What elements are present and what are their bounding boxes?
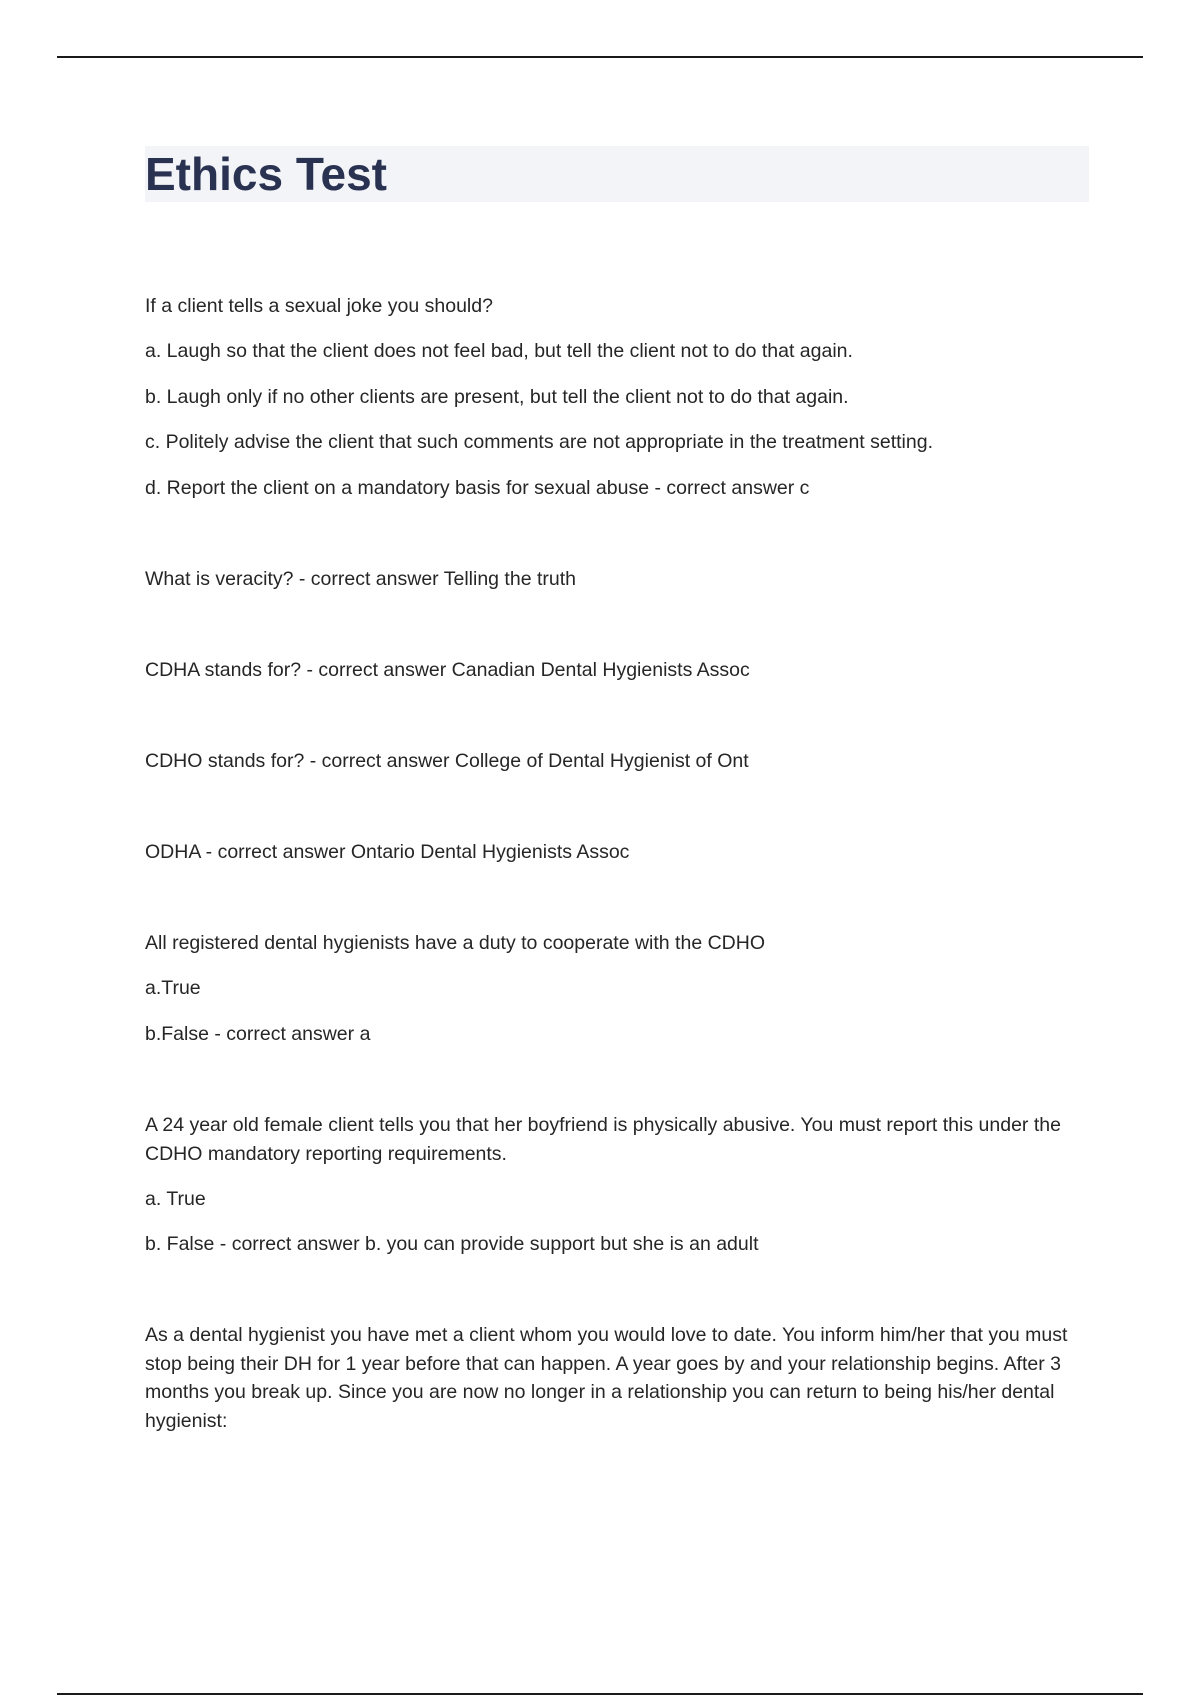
question-2: What is veracity? - correct answer Telling the truth	[145, 568, 576, 590]
question-7-option-a: a. True	[145, 1188, 206, 1210]
question-7-option-b: b. False - correct answer b. you can provide support but she is an adult	[145, 1233, 759, 1255]
question-6-option-b: b.False - correct answer a	[145, 1023, 371, 1045]
question-3: CDHA stands for? - correct answer Canadian Dental Hygienists Assoc	[145, 659, 750, 681]
question-1-option-d: d. Report the client on a mandatory basis for sexual abuse - correct answer c	[145, 477, 810, 499]
footer-rule	[57, 1693, 1143, 1695]
question-7: A 24 year old female client tells you that her boyfriend is physically abusive. You must report this under the CDHO mandatory reporting requirements.	[145, 1114, 1061, 1165]
question-1-option-a: a. Laugh so that the client does not feel bad, but tell the client not to do that again.	[145, 340, 853, 362]
question-6: All registered dental hygienists have a duty to cooperate with the CDHO	[145, 932, 766, 954]
header-rule	[57, 56, 1143, 58]
question-6-option-a: a.True	[145, 977, 201, 999]
question-1: If a client tells a sexual joke you should?	[145, 295, 493, 317]
question-1-option-c: c. Politely advise the client that such comments are not appropriate in the treatment setting.	[145, 431, 933, 453]
question-1-option-b: b. Laugh only if no other clients are present, but tell the client not to do that again.	[145, 386, 849, 408]
question-5: ODHA - correct answer Ontario Dental Hygienists Assoc	[145, 841, 630, 863]
page-title: Ethics Test	[145, 148, 387, 200]
question-8: As a dental hygienist you have met a client whom you would love to date. You inform him/her that you must stop being their DH for 1 year before that can happen. A year goes by and your relationship begins. After 3 months you break up. Since you are now no longer in a relationship you can return to being his/her dental hygienist:	[145, 1324, 1068, 1432]
question-4: CDHO stands for? - correct answer College of Dental Hygienist of Ont	[145, 750, 749, 772]
